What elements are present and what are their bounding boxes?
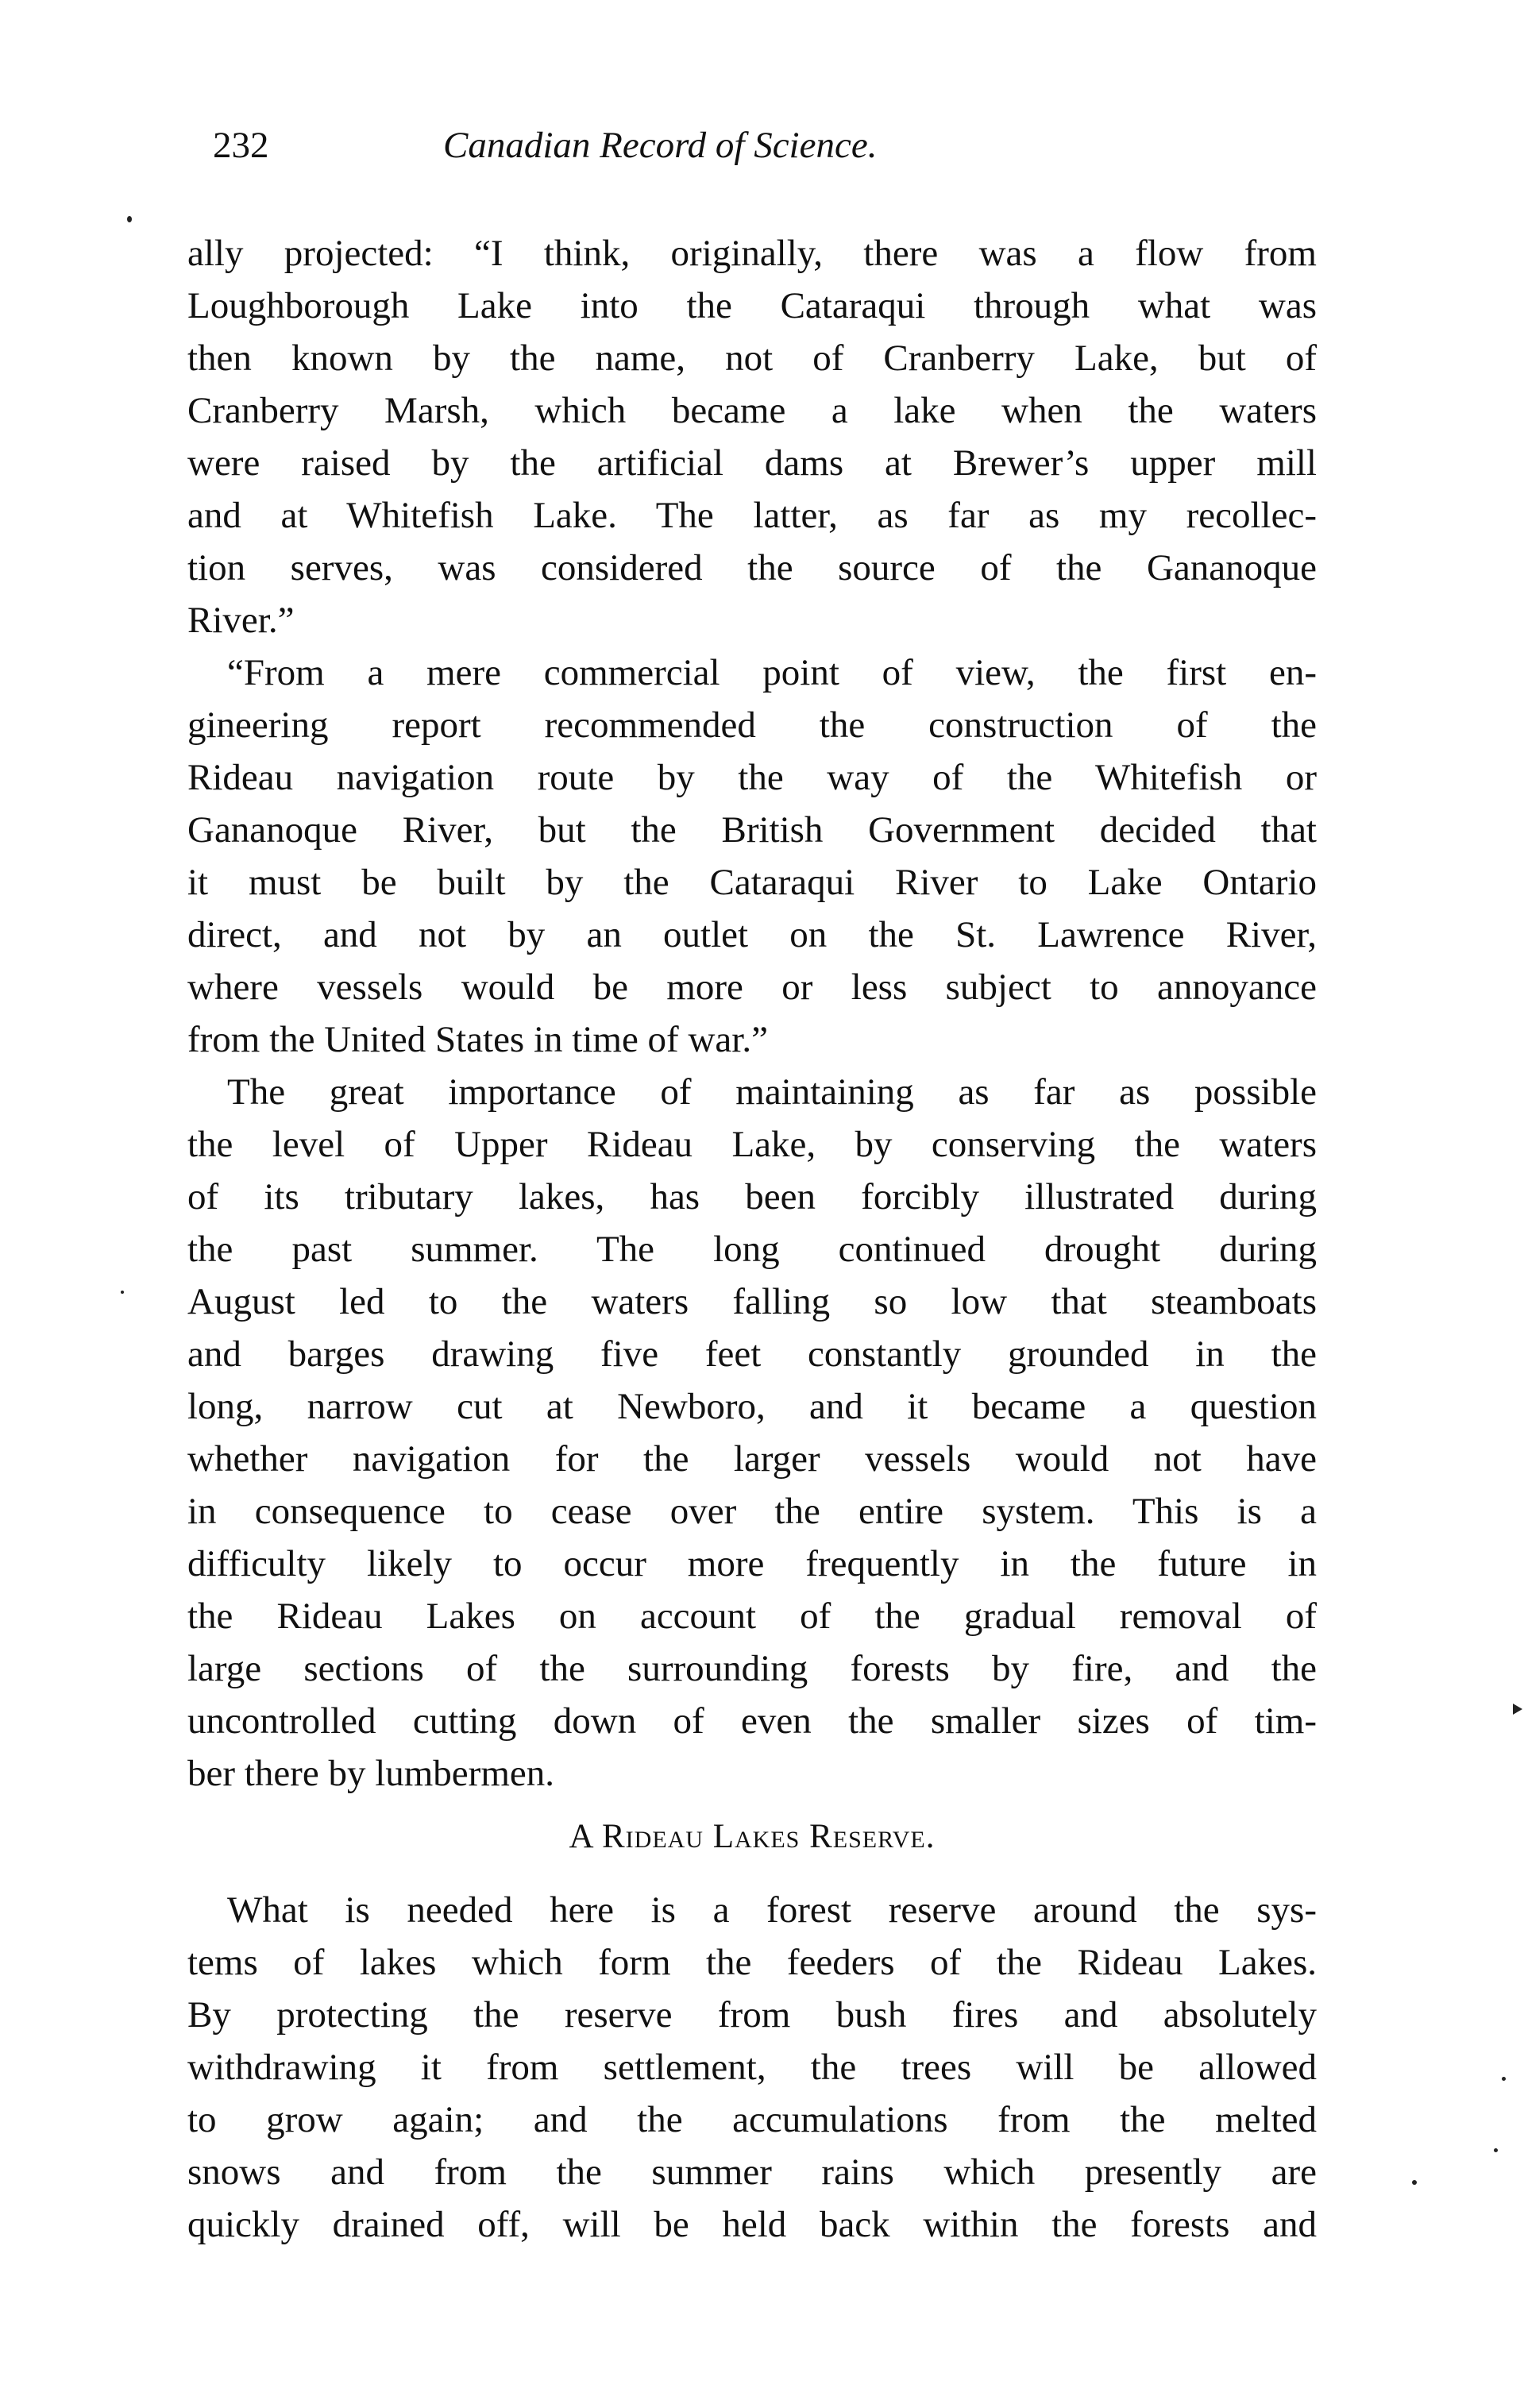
scan-speck: [121, 1291, 124, 1294]
scan-speck: [1494, 2148, 1498, 2152]
text-line: ber there by lumbermen.: [187, 1753, 554, 1794]
text-line: “From a mere commercial point of view, the first en-: [227, 652, 1317, 693]
running-head: [213, 118, 1102, 173]
margin-mark: [1513, 1704, 1522, 1715]
text-line: difficulty likely to occur more frequently in the future in: [187, 1543, 1317, 1584]
section-heading: A Rideau Lakes Reserve.: [569, 1818, 936, 1855]
text-line: Rideau navigation route by the way of the Whitefish or: [187, 757, 1317, 798]
text-line: large sections of the surrounding forests by fire, and the: [187, 1648, 1317, 1689]
text-line: long, narrow cut at Newboro, and it became a question: [187, 1386, 1317, 1427]
text-line: where vessels would be more or less subject to annoyance: [187, 967, 1317, 1008]
text-line: and at Whitefish Lake. The latter, as far as my recollec-: [187, 495, 1317, 536]
text-line: whether navigation for the larger vessels would not have: [187, 1438, 1317, 1480]
scan-speck: [127, 216, 132, 222]
page-number: 232: [213, 125, 269, 166]
text-line: it must be built by the Cataraqui River to Lake Ontario: [187, 862, 1317, 903]
text-line: snows and from the summer rains which presently are: [187, 2151, 1317, 2193]
text-line: The great importance of maintaining as far as possible: [227, 1071, 1317, 1113]
text-line: tion serves, was considered the source of the Gananoque: [187, 547, 1317, 588]
text-line: River.”: [187, 600, 295, 641]
text-line: Cranberry Marsh, which became a lake when the waters: [187, 390, 1317, 431]
text-line: gineering report recommended the construction of the: [187, 704, 1317, 746]
text-line: and barges drawing five feet constantly grounded in the: [187, 1333, 1317, 1375]
text-line: By protecting the reserve from bush fires and absolutely: [187, 1994, 1317, 2036]
scan-speck: [1502, 2077, 1506, 2081]
text-line: Gananoque River, but the British Government decided that: [187, 809, 1317, 851]
text-line: uncontrolled cutting down of even the smaller sizes of tim-: [187, 1700, 1317, 1742]
text-line: ally projected: “I think, originally, there was a flow from: [187, 233, 1317, 274]
journal-title: Canadian Record of Science.: [443, 125, 878, 166]
text-line: quickly drained off, will be held back within the forests and: [187, 2204, 1317, 2245]
text-line: August led to the waters falling so low that steamboats: [187, 1281, 1317, 1322]
text-line: withdrawing it from settlement, the trees will be allowed: [187, 2047, 1317, 2088]
text-line: the level of Upper Rideau Lake, by conserving the waters: [187, 1124, 1317, 1165]
text-line: of its tributary lakes, has been forcibly illustrated during: [187, 1176, 1317, 1218]
text-line: the past summer. The long continued drought during: [187, 1229, 1317, 1270]
text-line: were raised by the artificial dams at Brewer’s upper mill: [187, 442, 1317, 484]
text-line: Loughborough Lake into the Cataraqui through what was: [187, 285, 1317, 326]
text-line: to grow again; and the accumulations from the melted: [187, 2099, 1317, 2140]
text-line: tems of lakes which form the feeders of the Rideau Lakes.: [187, 1942, 1317, 1983]
scan-speck: [1412, 2180, 1417, 2185]
text-line: from the United States in time of war.”: [187, 1019, 768, 1060]
text-line: the Rideau Lakes on account of the gradual removal of: [187, 1596, 1317, 1637]
text-line: in consequence to cease over the entire system. This is a: [187, 1491, 1317, 1532]
text-line: then known by the name, not of Cranberry Lake, but of: [187, 338, 1317, 379]
text-line: What is needed here is a forest reserve around the sys-: [227, 1889, 1317, 1931]
text-line: direct, and not by an outlet on the St. Lawrence River,: [187, 914, 1317, 955]
